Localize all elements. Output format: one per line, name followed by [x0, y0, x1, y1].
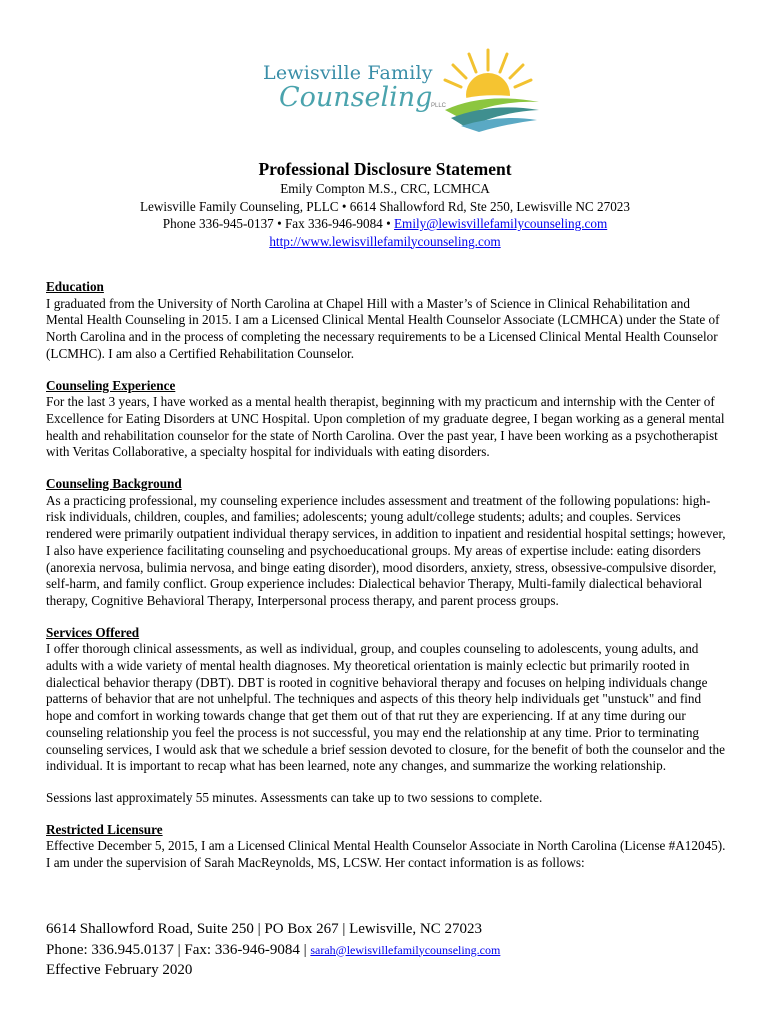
document-body — [46, 279, 726, 887]
section-heading: Restricted Licensure — [46, 821, 163, 837]
section-heading: Counseling Background — [46, 476, 182, 492]
document-title: Professional Disclosure Statement — [258, 159, 512, 179]
services-section — [46, 625, 726, 775]
supervisor-phone-fax: Phone: 336.945.0137 | Fax: 336-946-9084 | — [46, 941, 311, 958]
section-text: For the last 3 years, I have worked as a mental health therapist, beginning with my practicum and internship with the Center of Excellence for Eating Disorders at UNC Hospital. Upon completion of my graduate degree, I began working as a general mental health and rehabilitation counselor for the state of North Carolina. Over the past year, I have been working as a psychotherapist with Veritas Collaborative, a specialty hospital for individuals with eating disorders. — [46, 394, 725, 460]
section-text: I graduated from the University of North Carolina at Chapel Hill with a Master’s of Science in Clinical Rehabilitation and Mental Health Counseling in 2015. I am a Licensed Clinical Mental Health Counselor Associate (LCMHCA) under the State of North Carolina and in the process of completing the necessary requirements to be a Licensed Clinical Mental Health Counselor (LCMHC). I am also a Certified Rehabilitation Counselor. — [46, 295, 720, 361]
supervisor-phone-line — [46, 940, 500, 961]
practice-address: Lewisville Family Counseling, PLLC • 6614 Shallowford Rd, Ste 250, Lewisville NC 27023 — [140, 198, 630, 214]
section-text: Effective December 5, 2015, I am a Licensed Clinical Mental Health Counselor Associate in North Carolina (License #A12045). I am under the supervision of Sarah MacReynolds, MS, LCSW. Her contact information is as follows: — [46, 838, 726, 871]
supervisor-address: 6614 Shallowford Road, Suite 250 | PO Box 267 | Lewisville, NC 27023 — [46, 921, 482, 937]
education-section — [46, 279, 726, 363]
section-heading: Counseling Experience — [46, 377, 176, 393]
logo-title-line2: Counseling — [279, 82, 433, 113]
sessions-note — [46, 790, 726, 807]
supervisor-contact — [46, 919, 500, 981]
document-header — [0, 158, 770, 250]
section-text: As a practicing professional, my counseling experience includes assessment and treatment of the following populations: high-risk individuals, children, couples, and families; adolescents; young adult/college students; adults; and couples. Services rendered were primarily outpatient individual therapy services, in addition to inpatient and residential hospital settings; however, I also have experience facilitating counseling and psychoeducational groups. My areas of expertise include: eating disorders (anorexia nervosa, bulimia nervosa, and binge eating disorder), mood disorders, anxiety, stress, obsessive-compulsive disorder, self-harm, and family conflict. Group experience includes: Dialectical behavior Therapy, Multi-family dialectical behavioral therapy, Cognitive Behavioral Therapy, Interpersonal process therapy, and parent process groups. — [46, 492, 726, 608]
effective-date: Effective February 2020 — [46, 962, 193, 978]
sessions-text: Sessions last approximately 55 minutes. Assessments can take up to two sessions to complete. — [46, 789, 543, 805]
author-name: Emily Compton M.S., CRC, LCMHCA — [280, 181, 490, 196]
company-logo — [255, 40, 545, 132]
contact-phone-fax: Phone 336-945-0137 • Fax 336-946-9084 • — [162, 216, 394, 231]
section-heading: Services Offered — [46, 624, 140, 640]
website-line — [0, 233, 770, 251]
experience-section — [46, 378, 726, 462]
logo-title-line1: Lewisville Family — [263, 62, 433, 84]
contact-line — [0, 215, 770, 233]
logo-suffix: PLLC — [431, 103, 447, 109]
email-link[interactable]: Emily@lewisvillefamilycounseling.com — [394, 216, 608, 231]
section-text: I offer thorough clinical assessments, as well as individual, group, and couples counseling to adolescents, young adults, and adults with a wide variety of mental health diagnoses. My theoretical orientation is mainly eclectic but primarily rooted in dialectical behavior therapy (DBT). DBT is rooted in cognitive behavioral therapy and focuses on helping individuals change patterns of behavior that are not unhelpful. The techniques and aspects of this theory help individuals get "unstuck" and find hope and comfort in working towards change that get them out of that rut they are experiencing. If at any time during our counseling relationship you feel the process is not successful, you may end the relationship at any time. Prior to terminating counseling services, I would ask that we schedule a brief session devoted to closure, for the benefit of both the counselor and the individual. It is important to recap what has been learned, note any changes, and summarize the working relationship. — [46, 641, 725, 774]
supervisor-email-link[interactable]: sarah@lewisvillefamilycounseling.com — [310, 942, 501, 957]
licensure-section — [46, 822, 726, 872]
website-link[interactable]: http://www.lewisvillefamilycounseling.com — [269, 233, 501, 249]
section-heading: Education — [46, 279, 104, 294]
background-section — [46, 476, 726, 610]
